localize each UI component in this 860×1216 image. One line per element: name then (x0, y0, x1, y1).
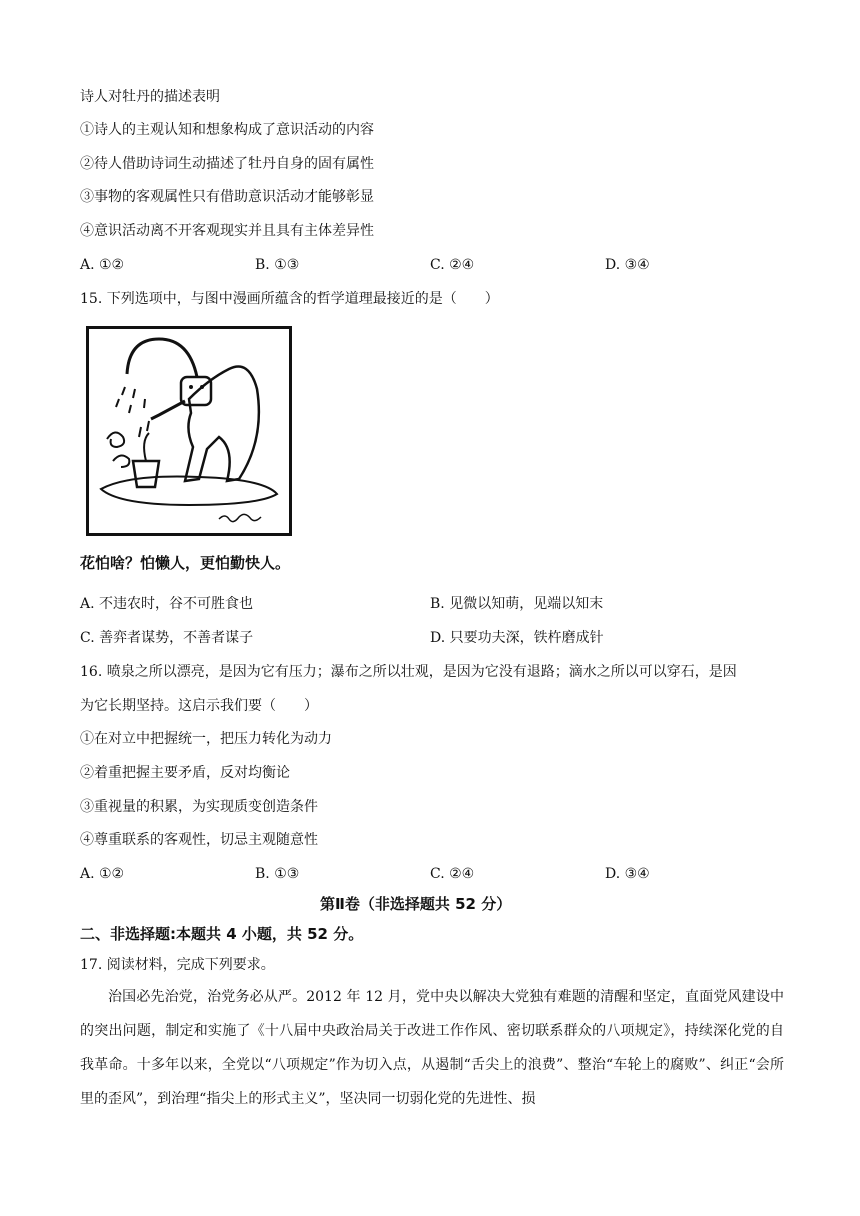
q16-option-c: C. ②④ (430, 866, 475, 882)
cartoon-watering-figure (89, 329, 289, 533)
q15-stem: 15. 下列选项中，与图中漫画所蕴含的哲学道理最接近的是（ ） (80, 291, 499, 307)
volume-title: 第Ⅱ卷（非选择题共 52 分） (320, 895, 512, 913)
q15-option-a: A. 不违农时，谷不可胜食也 (80, 596, 254, 612)
q14-option-a: A. ①② (80, 257, 125, 273)
q16-item-4: ④尊重联系的客观性，切忌主观随意性 (80, 832, 318, 848)
q14-option-c: C. ②④ (430, 257, 475, 273)
q16-option-d: D. ③④ (605, 866, 650, 882)
cartoon-illustration (86, 326, 292, 536)
q14-item-3: ③事物的客观属性只有借助意识活动才能够彰显 (80, 189, 374, 205)
q14-option-d: D. ③④ (605, 257, 650, 273)
q14-option-b: B. ①③ (255, 257, 300, 273)
q15-option-c: C. 善弈者谋势，不善者谋子 (80, 630, 254, 646)
q14-item-4: ④意识活动离不开客观现实并且具有主体差异性 (80, 223, 374, 239)
q16-item-2: ②着重把握主要矛盾，反对均衡论 (80, 765, 290, 781)
q16-stem-line-2: 为它长期坚持。这启示我们要（ ） (80, 698, 318, 714)
q16-option-a: A. ①② (80, 866, 125, 882)
q17-material-paragraph: 治国必先治党，治党务必从严。2012 年 12 月，党中央以解决大党独有难题的清醒和坚定，直面党风建设中的突出问题，制定和实施了《十八届中央政治局关于改进工作作风、密切联系群众的八项规定》，持续深化党的自我革命。十多年以来，全党以“八项规定”作为切入点，从遏制“舌尖上的浪费”、整治“车轮上的腐败”、纠正“会所里的歪风”，到治理“指尖上的形式主义”，坚决同一切弱化党的先进性、损 (80, 989, 784, 1107)
q14-item-2: ②待人借助诗词生动描述了牡丹自身的固有属性 (80, 156, 374, 172)
q16-stem-line-1: 16. 喷泉之所以漂亮，是因为它有压力；瀑布之所以壮观，是因为它没有退路；滴水之所以可以穿石，是因 (80, 664, 737, 680)
q14-stem-tail: 诗人对牡丹的描述表明 (80, 89, 220, 105)
q14-item-1: ①诗人的主观认知和想象构成了意识活动的内容 (80, 122, 374, 138)
cartoon-caption: 花怕啥？怕懒人，更怕勤快人。 (80, 554, 291, 572)
q15-option-d: D. 只要功夫深，铁杵磨成针 (430, 630, 604, 646)
q16-option-b: B. ①③ (255, 866, 300, 882)
q15-option-b: B. 见微以知萌，见端以知末 (430, 596, 604, 612)
q16-item-1: ①在对立中把握统一，把压力转化为动力 (80, 731, 332, 747)
q17-stem: 17. 阅读材料，完成下列要求。 (80, 957, 275, 973)
section-heading: 二、非选择题:本题共 4 小题，共 52 分。 (80, 925, 364, 943)
q16-item-3: ③重视量的积累，为实现质变创造条件 (80, 799, 318, 815)
